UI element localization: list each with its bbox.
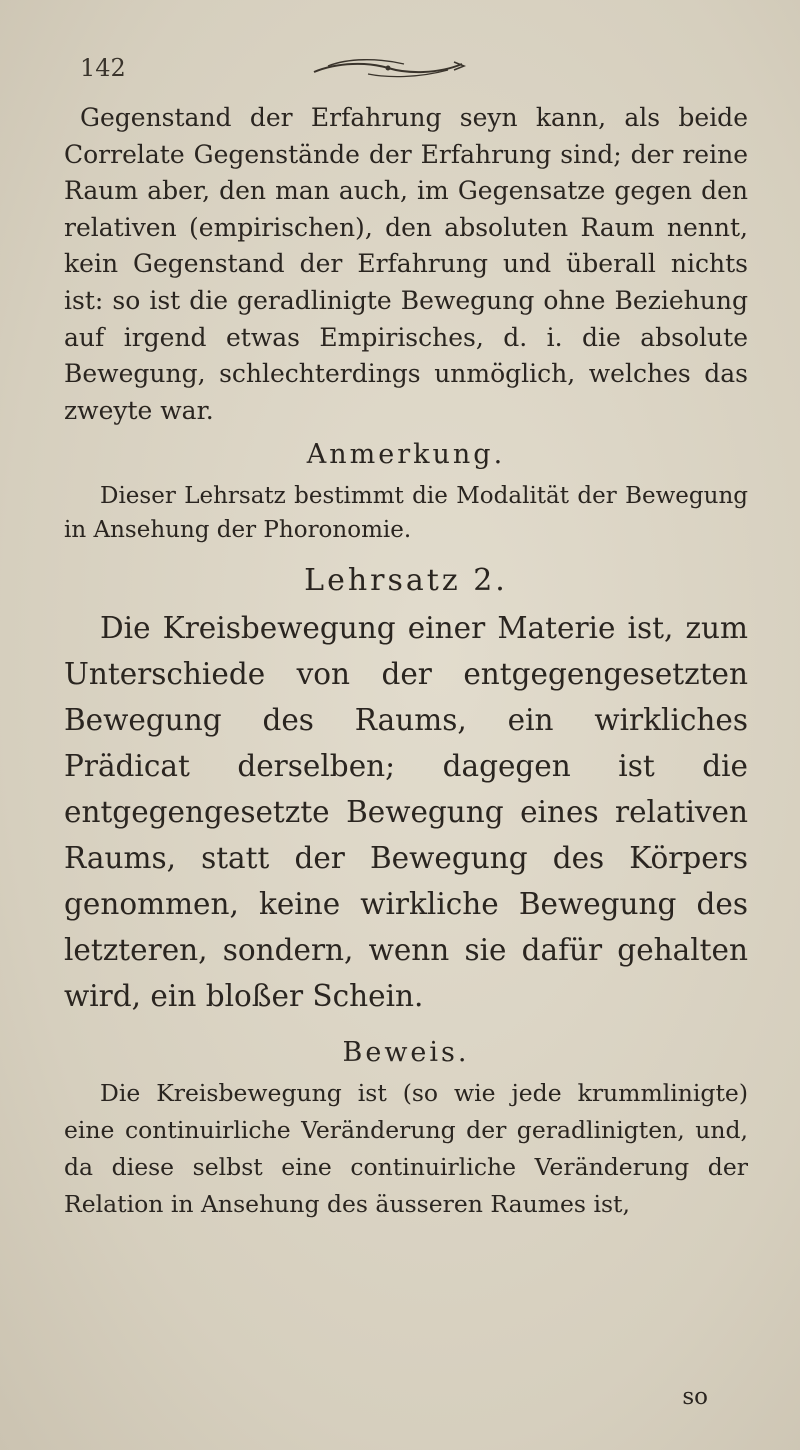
- catchword: so: [682, 1384, 708, 1410]
- note-text: Dieser Lehrsatz bestimmt die Modalität der Bewegung in Ansehung der Phoronomie.: [64, 483, 748, 544]
- page-number: 142: [80, 54, 126, 82]
- theorem-text: Die Kreisbewegung einer Materie ist, zum Unterschiede von der entgegengesetzten Bewegung des Raums, ein wirkliches Prädicat derselben; dagegen ist die entgegengesetzte Bewegung eines relativen Raums, statt der Bewegung des Körpers genommen, keine wirkliche Bewegung des letzteren, sondern, wenn sie dafür gehalten wird, ein bloßer Schein.: [64, 611, 748, 1014]
- note-heading: Anmerkung.: [306, 439, 506, 471]
- proof-text: Die Kreisbewegung ist (so wie jede krummlinigte) eine continuirliche Veränderung der geradlinigten, und, da diese selbst eine continuirliche Veränderung der Relation in Ansehung des äusseren Raumes ist,: [64, 1079, 748, 1219]
- continuation-paragraph: Gegenstand der Erfahrung seyn kann, als beide Correlate Gegenstände der Erfahrung sind; der reine Raum aber, den man auch, im Gegensatze gegen den relativen (empirischen), den absoluten Raum nennt, kein Gegenstand der Erfahrung und überall nichts ist: so ist die geradlinigte Bewegung ohne Beziehung auf irgend etwas Empirisches, d. i. die absolute Bewegung, schlechterdings unmöglich, welches das zweyte war.: [64, 103, 748, 425]
- page-body: [64, 100, 748, 1223]
- page-header: [80, 50, 748, 90]
- decorative-ornament-icon: [308, 56, 468, 80]
- theorem-heading: Lehrsatz 2.: [304, 563, 508, 599]
- proof-heading: Beweis.: [342, 1037, 470, 1069]
